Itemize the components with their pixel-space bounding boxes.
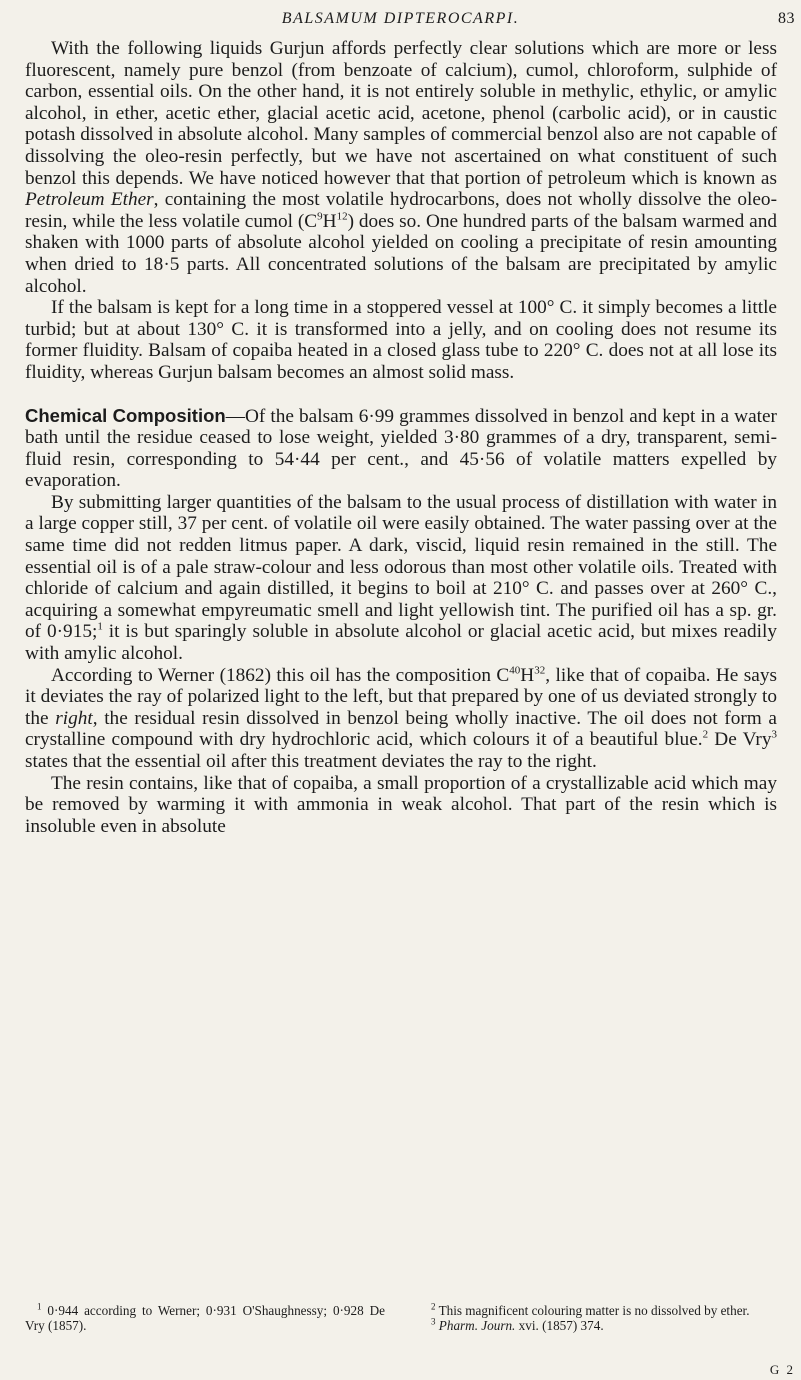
paragraph	[25, 492, 777, 665]
text-run: The resin contains, like that of copaiba, a small proportion of a crystallizable acid which may be removed by warming it with ammonia in weak alcohol. That part of the resin which is insoluble even in absolute	[25, 772, 777, 837]
footnote-3-journal: Pharm. Journ.	[438, 1318, 516, 1333]
text-run: ) does so. One hundred parts of the balsam warmed and shaken with 1000 parts of absolute alcohol yielded on cooling a precipitate of resin amounting when dried to 18·5 parts. All concentrated solutions of the balsam are precipitated by amylic alcohol.	[25, 210, 777, 297]
text-run: With the following liquids Gurjun affords perfectly clear solutions which are more or less fluorescent, namely pure benzol (from benzoate of calcium), cumol, chloroform, sulphide of carbon, essential oils. On the other hand, it is not entirely soluble in methylic, ethylic, or amylic alcohol, in ether, acetic ether, glacial acetic acid, acetone, phenol (carbolic acid), or in caustic potash dissolved in absolute alcohol. Many samples of commercial benzol also are not capable of dissolving the oleo-resin perfectly, but we have not ascertained on what constituent of such benzol this depends. We have noticed however that that portion of petroleum which is known as	[25, 38, 777, 189]
footnote-1-text: 0·944 according to Werner; 0·931 O'Shaughnessy; 0·928 De Vry (1857).	[25, 1303, 385, 1333]
text-run: states that the essential oil after this treatment deviates the ray to the right.	[25, 751, 597, 772]
superscript: 3	[771, 728, 777, 741]
text-run: it is but sparingly soluble in absolute alcohol or glacial acetic acid, but mixes readily with amylic alcohol.	[25, 621, 777, 665]
footnote-2-marker: 2	[431, 1301, 436, 1312]
paragraph	[25, 773, 777, 838]
superscript: 2	[702, 728, 709, 741]
footnote-2	[419, 1303, 779, 1318]
text-run: De Vry	[708, 729, 772, 751]
paragraph	[25, 665, 777, 773]
text-run: H	[520, 664, 535, 686]
text-run: By submitting larger quantities of the balsam to the usual process of distillation with water in a large copper still, 37 per cent. of volatile oil were easily obtained. The water passing over at the same time did not redden litmus paper. A dark, viscid, liquid resin remained in the still. The essential oil is of a pale straw-colour and less odorous than most other volatile oils. Treated with chloride of calcium and again distilled, it begins to boil at 210° C. and passes over at 260° C., acquiring a somewhat empyreumatic smell and light yellowish tint. The purified oil has a sp. gr. of 0·915;	[25, 491, 777, 643]
paragraph	[25, 405, 777, 492]
italic-text: right	[55, 707, 93, 729]
footnote-column-right	[419, 1303, 779, 1333]
superscript: 32	[534, 664, 546, 677]
superscript: 1	[97, 621, 103, 634]
signature-mark: G 2	[769, 1362, 795, 1377]
running-title: BALSAMUM DIPTEROCARPI.	[281, 10, 520, 27]
text-run: If the balsam is kept for a long time in a stoppered vessel at 100° C. it simply becomes a little turbid; but at about 130° C. it is transformed into a jelly, and on cooling does not resume its former fluidity. Balsam of copaiba heated in a closed glass tube to 220° C. does not at all lose its fluidity, whereas Gurjun balsam becomes an almost solid mass.	[25, 297, 777, 383]
paragraph	[25, 297, 777, 383]
superscript: 40	[509, 664, 521, 677]
text-run: According to Werner (1862) this oil has the composition C	[51, 664, 510, 686]
footnote-3	[419, 1318, 779, 1333]
italic-text: Petroleum Ether	[25, 189, 154, 211]
text-run: , the residual resin dissolved in benzol being wholly inactive. The oil does not form a crystalline compound with dry hydrochloric acid, which colours it of a beautiful blue.	[25, 707, 777, 751]
footnote-2-text: This magnificent colouring matter is no dissolved by ether.	[438, 1303, 750, 1318]
superscript: 12	[336, 210, 348, 223]
page-number: 83	[778, 10, 795, 27]
paragraph	[25, 38, 777, 297]
section-heading: Chemical Composition	[25, 404, 226, 426]
text-run: H	[322, 210, 337, 232]
superscript: 9	[317, 210, 323, 223]
text-run: , like that of copaiba. He says it deviates the ray of polarized light to the left, but that prepared by one of us deviated strongly to the	[25, 664, 778, 729]
footnote-3-marker: 3	[431, 1316, 436, 1327]
footnote-column-left	[25, 1303, 385, 1333]
footnote-1-marker: 1	[37, 1301, 42, 1312]
text-run: , containing the most volatile hydrocarbons, does not wholly dissolve the oleo-resin, while the less volatile cumol (C	[25, 189, 777, 232]
footnote-1	[25, 1303, 385, 1333]
footnote-3-text: xvi. (1857) 374.	[515, 1318, 604, 1333]
body-text	[25, 38, 777, 837]
text-run: —Of the balsam 6·99 grammes dissolved in benzol and kept in a water bath until the residue ceased to lose weight, yielded 3·80 grammes of a dry, transparent, semi-fluid resin, corresponding to 54·44 per cent., and 45·56 of volatile matters expelled by evaporation.	[25, 405, 777, 492]
